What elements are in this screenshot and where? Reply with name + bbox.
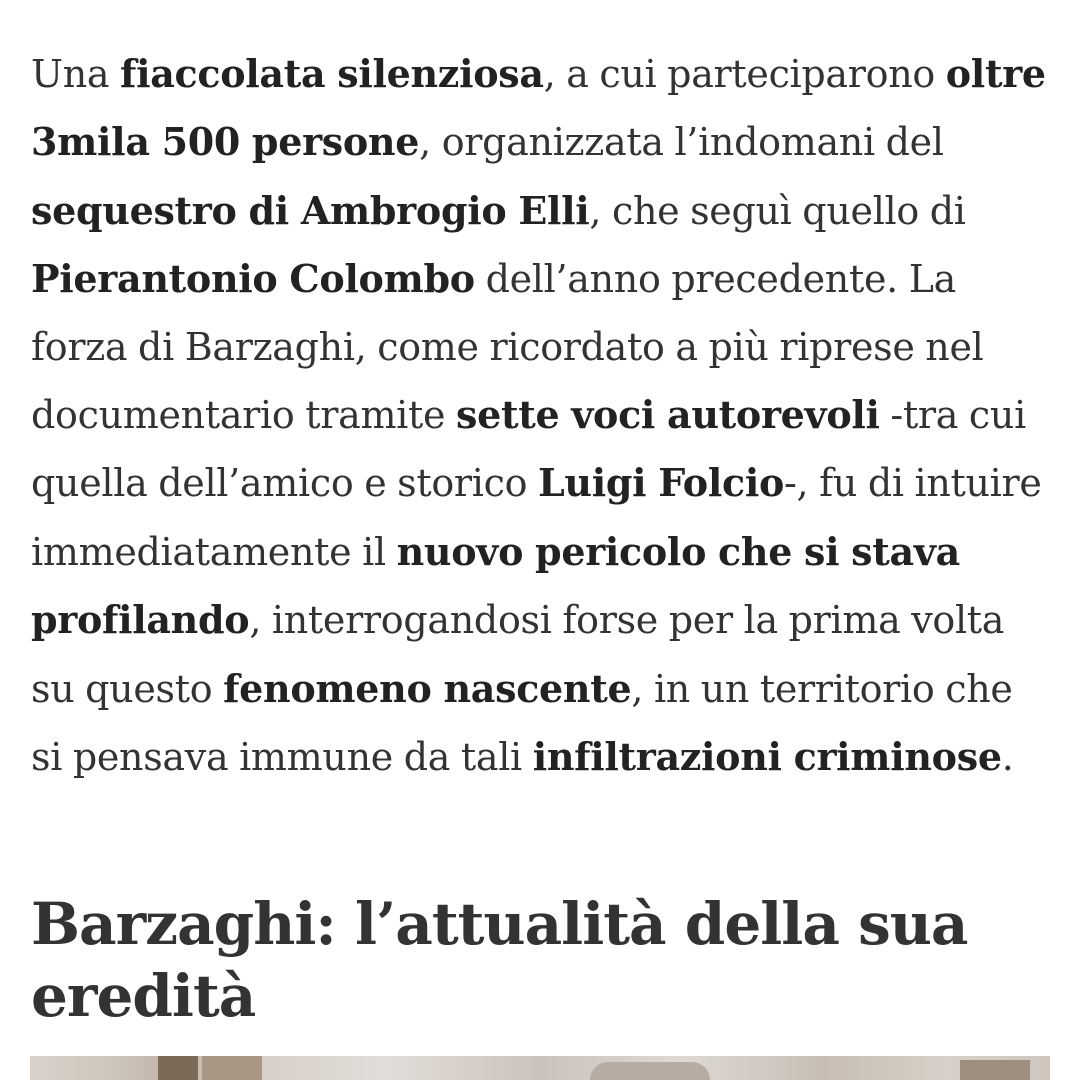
paragraph-text: Una	[31, 52, 121, 96]
paragraph-text: -tra cui quella dell’amico e storico	[31, 393, 1026, 506]
image-detail	[158, 1056, 198, 1080]
image-detail	[960, 1060, 1030, 1080]
image-detail	[202, 1056, 262, 1080]
bold-phrase: nuovo pericolo che si stava profilando	[31, 528, 960, 643]
bold-phrase: sette voci autorevoli	[455, 392, 880, 438]
paragraph-text: , a cui parteciparono	[543, 52, 946, 96]
bold-phrase: oltre 3mila 500 persone	[31, 51, 1046, 165]
article-body	[31, 0, 1051, 1030]
bold-phrase: Pierantonio Colombo	[31, 256, 475, 302]
paragraph-text: , interrogandosi forse per la prima volta su questo	[31, 598, 1005, 711]
bold-phrase: infiltrazioni criminose	[532, 734, 1002, 780]
article-paragraph	[31, 0, 1051, 791]
paragraph-text: -, fu di intuire immediatamente il	[31, 461, 1042, 574]
section-heading: Barzaghi: l’attualità della sua eredità	[31, 890, 968, 1030]
paragraph-text: , in un territorio che si pensava immune da tali	[31, 666, 1013, 780]
article-image	[30, 1056, 1050, 1080]
paragraph-text: dell’anno precedente. La forza di Barzaghi, come ricordato a più riprese nel documentario tramite	[31, 257, 984, 438]
bold-phrase: fiaccolata silenziosa	[120, 51, 544, 96]
bold-phrase: sequestro di Ambrogio Elli	[31, 187, 590, 233]
paragraph-text: , organizzata l’indomani del	[419, 120, 944, 165]
paragraph-text: .	[1001, 735, 1014, 780]
bold-phrase: Luigi Folcio	[537, 460, 785, 506]
image-detail	[590, 1062, 710, 1080]
bold-phrase: fenomeno nascente	[223, 665, 632, 711]
paragraph-text: , che seguì quello di	[589, 188, 966, 233]
